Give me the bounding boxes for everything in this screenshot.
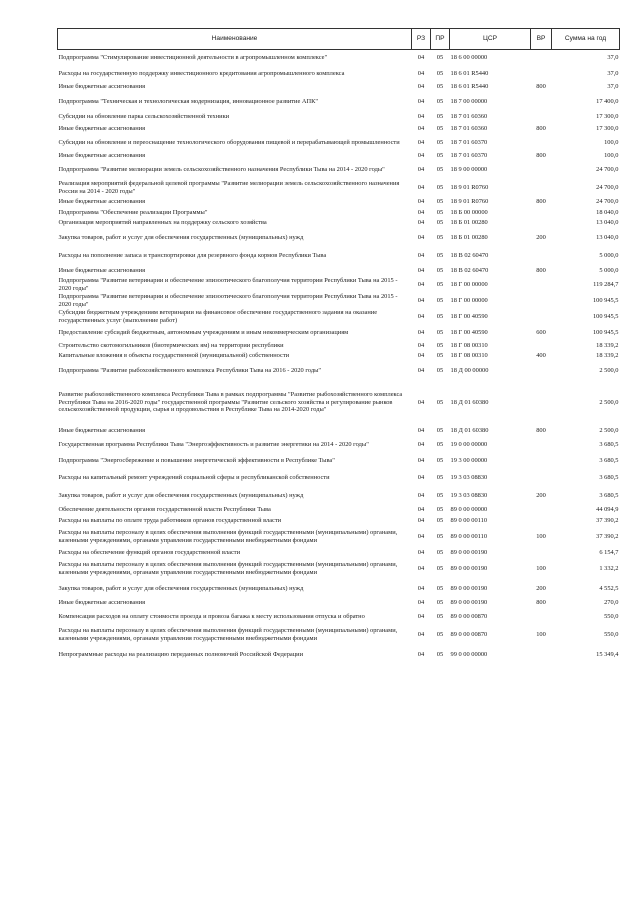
- cell-vr: [531, 453, 552, 469]
- cell-name: Расходы на обеспечение функций органов государственной власти: [58, 549, 241, 557]
- cell-pr: 05: [436, 341, 444, 349]
- table-row: [58, 66, 620, 82]
- cell-vr: [531, 293, 552, 309]
- table-row: [58, 197, 620, 208]
- cell-csr: 18 Б 00 00000: [450, 208, 488, 216]
- cell-pr: 05: [436, 650, 444, 658]
- cell-csr: 89 0 00 00190: [450, 599, 488, 607]
- cell-rz: 04: [417, 125, 425, 133]
- table-row: [58, 82, 620, 93]
- cell-sum: 17 300,0: [596, 113, 619, 121]
- cell-sum: 3 680,5: [599, 473, 619, 481]
- cell-vr: [531, 93, 552, 111]
- cell-rz: 04: [417, 113, 425, 121]
- cell-pr: 05: [436, 183, 444, 191]
- cell-sum: 2 500,0: [599, 427, 619, 435]
- table-row: [58, 426, 620, 437]
- cell-name: Расходы на государственную поддержку инвестиционного кредитования агропромышленного комплекса: [58, 69, 345, 77]
- table-row: [58, 229, 620, 247]
- table-row: [58, 111, 620, 124]
- cell-sum: 18 040,0: [596, 208, 619, 216]
- cell-vr: 600: [536, 328, 546, 336]
- table-row: [58, 208, 620, 218]
- col-header-name: Наименование: [58, 29, 412, 50]
- cell-name: Организация мероприятий направленных на поддержку сельского хозяйства: [58, 219, 267, 227]
- cell-rz: 04: [417, 506, 425, 514]
- cell-name: Обеспечение деятельности органов государственной власти Республики Тыва: [58, 506, 271, 514]
- cell-sum: 3 680,5: [599, 440, 619, 448]
- cell-csr: 18 7 01 60370: [450, 138, 488, 146]
- cell-name: Подпрограмма "Техническая и технологическая модернизация, инновационное развитие АПК": [58, 97, 319, 105]
- cell-vr: [531, 362, 552, 380]
- cell-pr: 05: [436, 83, 444, 91]
- cell-name: Иные бюджетные ассигнования: [58, 267, 146, 275]
- cell-pr: 05: [436, 491, 444, 499]
- cell-pr: 05: [436, 631, 444, 639]
- table-row: [58, 50, 620, 66]
- cell-vr: 200: [536, 233, 546, 241]
- col-header-pr: ПР: [431, 29, 450, 50]
- cell-csr: 89 0 00 00190: [450, 549, 488, 557]
- cell-sum: 24 700,0: [596, 166, 619, 174]
- cell-csr: 18 Б 01 00280: [450, 233, 488, 241]
- table-header-row: [58, 29, 620, 50]
- cell-csr: 18 6 01 R5440: [450, 83, 489, 91]
- cell-vr: [531, 162, 552, 179]
- cell-vr: 400: [536, 352, 546, 360]
- cell-csr: 18 7 01 60370: [450, 152, 488, 160]
- cell-csr: 19 3 03 08830: [450, 491, 488, 499]
- cell-rz: 04: [417, 166, 425, 174]
- cell-pr: 05: [436, 233, 444, 241]
- cell-sum: 119 284,7: [593, 280, 619, 288]
- cell-vr: 800: [536, 83, 546, 91]
- cell-rz: 04: [417, 584, 425, 592]
- cell-sum: 37,0: [607, 53, 619, 61]
- cell-name: Подпрограмма "Энергосбережение и повышение энергетической эффективности в Республике Тыва": [58, 456, 335, 464]
- table-row: [58, 341, 620, 351]
- cell-vr: [531, 309, 552, 325]
- cell-name: Закупка товаров, работ и услуг для обеспечения государственных (муниципальных) нужд: [58, 584, 304, 592]
- cell-vr: [531, 50, 552, 66]
- col-header-rz: РЗ: [412, 29, 431, 50]
- table-row: [58, 625, 620, 646]
- cell-csr: 19 0 00 00000: [450, 440, 488, 448]
- cell-pr: 05: [436, 53, 444, 61]
- table-row: [58, 266, 620, 277]
- cell-name: Расходы на выплаты по оплате труда работников органов государственной власти: [58, 517, 282, 525]
- cell-name: Подпрограмма "Развитие ветеринарии и обеспечение эпизоотического благополучия территории Республики Тыва на 2015 - 2020 годы": [58, 276, 398, 292]
- cell-pr: 05: [436, 166, 444, 174]
- cell-pr: 05: [436, 138, 444, 146]
- cell-pr: 05: [436, 352, 444, 360]
- cell-csr: 18 Д 01 60380: [450, 427, 489, 435]
- cell-sum: 13 040,0: [596, 233, 619, 241]
- table-row: [58, 598, 620, 609]
- cell-csr: 18 В 02 60470: [450, 267, 489, 275]
- cell-rz: 04: [417, 69, 425, 77]
- cell-vr: [531, 609, 552, 625]
- cell-csr: 18 Г 00 40590: [450, 312, 488, 320]
- cell-rz: 04: [417, 53, 425, 61]
- cell-name: Предоставление субсидий бюджетным, автономным учреждениям и иным некоммерческим организациям: [58, 328, 349, 336]
- cell-rz: 04: [417, 296, 425, 304]
- cell-csr: 18 7 01 60360: [450, 125, 488, 133]
- cell-rz: 04: [417, 631, 425, 639]
- cell-rz: 04: [417, 83, 425, 91]
- cell-sum: 3 680,5: [599, 491, 619, 499]
- cell-rz: 04: [417, 208, 425, 216]
- cell-pr: 05: [436, 125, 444, 133]
- cell-rz: 04: [417, 533, 425, 541]
- cell-vr: 800: [536, 125, 546, 133]
- cell-vr: 100: [536, 533, 546, 541]
- cell-pr: 05: [436, 280, 444, 288]
- cell-csr: 18 7 01 60360: [450, 113, 488, 121]
- cell-vr: [531, 111, 552, 124]
- cell-sum: 100 945,5: [592, 296, 619, 304]
- cell-vr: [531, 135, 552, 151]
- cell-csr: 99 0 00 00000: [450, 650, 488, 658]
- cell-name: Иные бюджетные ассигнования: [58, 152, 146, 160]
- cell-csr: 18 Д 01 60380: [450, 398, 489, 406]
- cell-pr: 05: [436, 69, 444, 77]
- cell-rz: 04: [417, 549, 425, 557]
- cell-sum: 100 945,5: [592, 312, 619, 320]
- cell-pr: 05: [436, 208, 444, 216]
- cell-sum: 37,0: [607, 69, 619, 77]
- table-row: [58, 124, 620, 135]
- table-row: [58, 247, 620, 266]
- cell-name: Компенсация расходов на оплату стоимости проезда и провоза багажа к месту использования отпуска и обратно: [58, 612, 365, 620]
- cell-rz: 04: [417, 312, 425, 320]
- table-row: [58, 151, 620, 162]
- cell-name: Иные бюджетные ассигнования: [58, 427, 146, 435]
- cell-name: Развитие рыбохозяйственного комплекса Республики Тыва в рамках подпрограммы "Развитие рыбохозяйственного комплекса Республики Тыва на 2016-2020 годы" государственной программы "Развитие сельского хозяйства и регулирование рынков сельскохозяйственной продукции, сырья и продовольствия в Республике Тыва на 2014-2020 годы": [58, 391, 403, 414]
- table-row: [58, 277, 620, 293]
- cell-pr: 05: [436, 584, 444, 592]
- cell-csr: 89 0 00 00110: [450, 533, 488, 541]
- cell-vr: [531, 208, 552, 218]
- table-row: [58, 469, 620, 487]
- cell-rz: 04: [417, 650, 425, 658]
- cell-sum: 15 349,4: [596, 650, 619, 658]
- cell-pr: 05: [436, 612, 444, 620]
- cell-rz: 04: [417, 456, 425, 464]
- cell-vr: [531, 469, 552, 487]
- cell-vr: [531, 646, 552, 664]
- cell-name: Закупка товаров, работ и услуг для обеспечения государственных (муниципальных) нужд: [58, 233, 304, 241]
- cell-sum: 1 332,2: [599, 565, 619, 573]
- cell-rz: 04: [417, 267, 425, 275]
- cell-name: Иные бюджетные ассигнования: [58, 599, 146, 607]
- cell-sum: 37 390,2: [596, 533, 619, 541]
- cell-pr: 05: [436, 517, 444, 525]
- cell-sum: 13 040,0: [596, 219, 619, 227]
- cell-name: Субсидии бюджетным учреждениям ветеринарии на финансовое обеспечение государственного задания на оказание государственных услуг (выполнение работ): [58, 308, 378, 324]
- cell-pr: 05: [436, 473, 444, 481]
- cell-csr: 18 6 00 00000: [450, 53, 488, 61]
- cell-sum: 6 154,7: [599, 549, 619, 557]
- cell-vr: 200: [536, 584, 546, 592]
- col-header-sum: Сумма на год: [552, 29, 620, 50]
- cell-rz: 04: [417, 517, 425, 525]
- cell-pr: 05: [436, 533, 444, 541]
- cell-sum: 2 500,0: [599, 398, 619, 406]
- cell-vr: [531, 516, 552, 527]
- cell-csr: 18 9 01 R0760: [450, 198, 489, 206]
- cell-rz: 04: [417, 565, 425, 573]
- cell-pr: 05: [436, 113, 444, 121]
- cell-rz: 04: [417, 440, 425, 448]
- table-row: [58, 453, 620, 469]
- cell-rz: 04: [417, 473, 425, 481]
- cell-vr: [531, 505, 552, 516]
- table-row: [58, 487, 620, 505]
- cell-sum: 3 680,5: [599, 456, 619, 464]
- cell-pr: 05: [436, 296, 444, 304]
- cell-csr: 18 Г 08 00310: [450, 352, 488, 360]
- cell-csr: 18 Г 08 00310: [450, 341, 488, 349]
- table-row: [58, 380, 620, 426]
- cell-name: Подпрограмма "Развитие рыбохозяйственного комплекса Республики Тыва на 2016 - 2020 годы": [58, 366, 321, 374]
- cell-pr: 05: [436, 506, 444, 514]
- cell-sum: 550,0: [604, 612, 619, 620]
- budget-table: [57, 28, 620, 664]
- cell-name: Расходы на пополнение запаса и транспортировки для резервного фонда кормов Республики Тыва: [58, 252, 327, 260]
- cell-vr: [531, 66, 552, 82]
- cell-pr: 05: [436, 398, 444, 406]
- cell-csr: 89 0 00 00190: [450, 584, 488, 592]
- cell-name: Расходы на капитальный ремонт учреждений социальной сферы и республиканской собственности: [58, 473, 330, 481]
- cell-rz: 04: [417, 341, 425, 349]
- cell-csr: 19 3 03 08830: [450, 473, 488, 481]
- cell-pr: 05: [436, 565, 444, 573]
- cell-sum: 100 945,5: [592, 328, 619, 336]
- cell-sum: 100,0: [604, 138, 619, 146]
- cell-csr: 18 Б 01 00280: [450, 219, 488, 227]
- cell-rz: 04: [417, 328, 425, 336]
- cell-name: Расходы на выплаты персоналу в целях обеспечения выполнения функций государственными (муниципальными) органами, казенными учреждениями, органами управления государственными внебюджетными фондами: [58, 627, 398, 642]
- cell-sum: 100,0: [604, 152, 619, 160]
- cell-rz: 04: [417, 97, 425, 105]
- cell-rz: 04: [417, 280, 425, 288]
- cell-vr: 800: [536, 427, 546, 435]
- cell-rz: 04: [417, 366, 425, 374]
- cell-pr: 05: [436, 599, 444, 607]
- table-row: [58, 559, 620, 580]
- table-row: [58, 325, 620, 341]
- cell-pr: 05: [436, 366, 444, 374]
- cell-pr: 05: [436, 549, 444, 557]
- cell-csr: 18 Г 00 40590: [450, 328, 488, 336]
- table-row: [58, 362, 620, 380]
- cell-name: Иные бюджетные ассигнования: [58, 125, 146, 133]
- table-row: [58, 527, 620, 548]
- cell-csr: 18 Г 00 00000: [450, 296, 488, 304]
- table-row: [58, 609, 620, 625]
- cell-name: Подпрограмма "Обеспечение реализации Программы": [58, 208, 208, 216]
- table-body: [58, 50, 620, 664]
- cell-vr: [531, 277, 552, 293]
- cell-name: Государственная программа Республики Тыва "Энергоэффективность и развитие энергетики на 2014 - 2020 годы": [58, 440, 369, 448]
- cell-csr: 18 Г 00 00000: [450, 280, 488, 288]
- cell-sum: 5 000,0: [599, 267, 619, 275]
- cell-csr: 18 6 01 R5440: [450, 69, 489, 77]
- cell-rz: 04: [417, 252, 425, 260]
- cell-csr: 18 7 00 00000: [450, 97, 488, 105]
- cell-csr: 18 В 02 60470: [450, 252, 489, 260]
- table-row: [58, 162, 620, 179]
- cell-name: Реализация мероприятий федеральной целевой программы "Развитие мелиорации земель сельскохозяйственного назначения России на 2014 - 2020 годы": [58, 179, 400, 195]
- cell-sum: 550,0: [604, 631, 619, 639]
- table-row: [58, 293, 620, 309]
- cell-csr: 18 Д 00 00000: [450, 366, 489, 374]
- cell-csr: 18 9 00 00000: [450, 166, 488, 174]
- cell-vr: [531, 341, 552, 351]
- table-row: [58, 179, 620, 197]
- cell-name: Иные бюджетные ассигнования: [58, 198, 146, 206]
- cell-pr: 05: [436, 440, 444, 448]
- cell-sum: 24 700,0: [596, 198, 619, 206]
- cell-csr: 89 0 00 00870: [450, 612, 488, 620]
- cell-rz: 04: [417, 427, 425, 435]
- cell-csr: 89 0 00 00190: [450, 565, 488, 573]
- cell-sum: 17 300,0: [596, 125, 619, 133]
- cell-vr: [531, 380, 552, 426]
- cell-csr: 89 0 00 00000: [450, 506, 488, 514]
- cell-csr: 89 0 00 00110: [450, 517, 488, 525]
- cell-rz: 04: [417, 183, 425, 191]
- cell-vr: [531, 548, 552, 559]
- cell-vr: 800: [536, 198, 546, 206]
- cell-csr: 89 0 00 00870: [450, 631, 488, 639]
- cell-name: Субсидии на обновление и переоснащение технологического оборудования пищевой и перерабатывающей промышленности: [58, 138, 400, 146]
- cell-sum: 18 339,2: [596, 341, 619, 349]
- cell-name: Расходы на выплаты персоналу в целях обеспечения выполнения функций государственными (муниципальными) органами, казенными учреждениями, органами управления государственными внебюджетными фондами: [58, 529, 398, 544]
- cell-sum: 24 700,0: [596, 183, 619, 191]
- col-header-csr: ЦСР: [450, 29, 531, 50]
- cell-csr: 19 3 00 00000: [450, 456, 488, 464]
- table-row: [58, 516, 620, 527]
- table-row: [58, 351, 620, 362]
- cell-pr: 05: [436, 152, 444, 160]
- cell-name: Субсидии на обновление парка сельскохозяйственной техники: [58, 113, 230, 121]
- table-row: [58, 580, 620, 598]
- cell-vr: 800: [536, 599, 546, 607]
- cell-vr: 100: [536, 565, 546, 573]
- cell-pr: 05: [436, 198, 444, 206]
- cell-csr: 18 9 01 R0760: [450, 183, 489, 191]
- cell-rz: 04: [417, 138, 425, 146]
- cell-pr: 05: [436, 456, 444, 464]
- cell-pr: 05: [436, 312, 444, 320]
- cell-name: Подпрограмма "Развитие мелиорации земель сельскохозяйственного назначения Республики Тыва на 2014 - 2020 годы": [58, 166, 385, 174]
- cell-rz: 04: [417, 233, 425, 241]
- cell-sum: 37 390,2: [596, 517, 619, 525]
- cell-vr: 200: [536, 491, 546, 499]
- cell-sum: 5 000,0: [599, 252, 619, 260]
- cell-vr: 800: [536, 267, 546, 275]
- cell-vr: [531, 247, 552, 266]
- cell-rz: 04: [417, 219, 425, 227]
- table-row: [58, 437, 620, 453]
- cell-pr: 05: [436, 427, 444, 435]
- cell-pr: 05: [436, 252, 444, 260]
- cell-name: Капитальные вложения в объекты государственной (муниципальной) собственности: [58, 352, 290, 360]
- cell-pr: 05: [436, 219, 444, 227]
- table-row: [58, 548, 620, 559]
- cell-name: Подпрограмма "Стимулирование инвестиционной деятельности в агропромышленном комплексе": [58, 53, 328, 61]
- cell-pr: 05: [436, 97, 444, 105]
- cell-vr: 100: [536, 631, 546, 639]
- table-row: [58, 505, 620, 516]
- cell-rz: 04: [417, 599, 425, 607]
- cell-rz: 04: [417, 612, 425, 620]
- cell-name: Закупка товаров, работ и услуг для обеспечения государственных (муниципальных) нужд: [58, 491, 304, 499]
- cell-vr: [531, 437, 552, 453]
- cell-name: Иные бюджетные ассигнования: [58, 83, 146, 91]
- cell-sum: 4 552,5: [599, 584, 619, 592]
- table-row: [58, 309, 620, 325]
- cell-sum: 18 339,2: [596, 352, 619, 360]
- table-row: [58, 135, 620, 151]
- cell-rz: 04: [417, 491, 425, 499]
- cell-name: Подпрограмма "Развитие ветеринарии и обеспечение эпизоотического благополучия территории Республики Тыва на 2015 - 2020 годы": [58, 292, 398, 308]
- cell-vr: [531, 179, 552, 197]
- cell-vr: [531, 218, 552, 229]
- cell-rz: 04: [417, 398, 425, 406]
- cell-pr: 05: [436, 267, 444, 275]
- table-row: [58, 218, 620, 229]
- table-row: [58, 93, 620, 111]
- cell-name: Строительство скотомогильников (биотермических ям) на территории республики: [58, 341, 284, 349]
- cell-sum: 17 400,0: [596, 97, 619, 105]
- table-row: [58, 646, 620, 664]
- cell-pr: 05: [436, 328, 444, 336]
- cell-sum: 2 500,0: [599, 366, 619, 374]
- cell-sum: 270,0: [604, 599, 619, 607]
- cell-rz: 04: [417, 152, 425, 160]
- cell-name: Непрограммные расходы на реализацию переданных полномочий Российской Федерации: [58, 650, 304, 658]
- col-header-vr: ВР: [531, 29, 552, 50]
- cell-rz: 04: [417, 352, 425, 360]
- cell-sum: 44 094,9: [596, 506, 619, 514]
- cell-name: Расходы на выплаты персоналу в целях обеспечения выполнения функций государственными (муниципальными) органами, казенными учреждениями, органами управления государственными внебюджетными фондами: [58, 561, 398, 576]
- cell-vr: 800: [536, 152, 546, 160]
- cell-rz: 04: [417, 198, 425, 206]
- cell-sum: 37,0: [607, 83, 619, 91]
